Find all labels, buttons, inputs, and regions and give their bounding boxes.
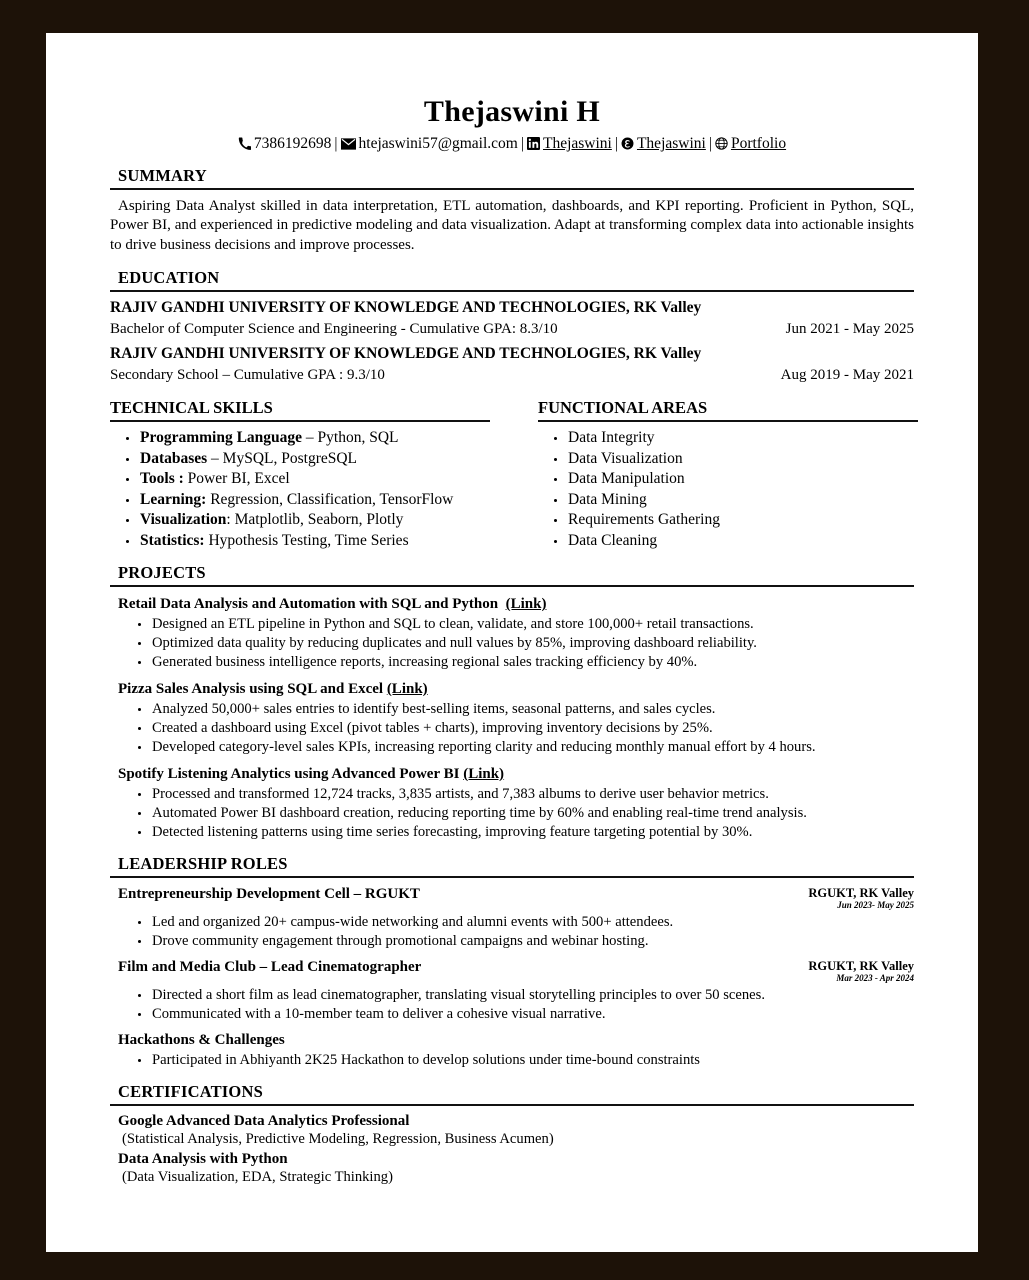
skill-label: Programming Language	[140, 428, 303, 446]
section-heading-leadership: LEADERSHIP ROLES	[118, 853, 288, 873]
leadership-entry	[110, 959, 914, 1024]
list-item	[140, 531, 490, 551]
project-title: Pizza Sales Analysis using SQL and Excel	[118, 680, 384, 697]
list-item: Automated Power BI dashboard creation, reducing reporting time by 60% and enabling real-time trend analysis.	[152, 804, 914, 823]
portfolio-link[interactable]: Portfolio	[730, 135, 787, 152]
contact-line	[110, 135, 914, 154]
list-item: Detected listening patterns using time series forecasting, improving feature targeting potential by 30%.	[152, 823, 914, 842]
leadership-entry	[110, 1032, 914, 1070]
list-item: Communicated with a 10-member team to deliver a cohesive visual narrative.	[152, 1005, 914, 1024]
phone-icon	[238, 137, 251, 150]
leadership-header	[110, 1032, 914, 1049]
project-entry	[110, 596, 914, 672]
skill-value: Regression, Classification, TensorFlow	[206, 490, 454, 508]
leadership-dates: Jun 2023- May 2025	[837, 900, 914, 911]
skill-label: Databases	[140, 449, 208, 467]
section-rule-projects	[110, 585, 914, 587]
contact-separator-3: |	[614, 135, 618, 152]
list-item: Data Manipulation	[568, 469, 918, 489]
skill-label: Statistics:	[140, 531, 205, 549]
leadership-bullets	[110, 913, 914, 951]
section-heading-technical-skills: TECHNICAL SKILLS	[110, 397, 273, 417]
section-heading-certifications: CERTIFICATIONS	[118, 1081, 263, 1101]
list-item: Data Cleaning	[568, 531, 918, 551]
education-entry	[110, 345, 914, 384]
geeksforgeeks-icon	[621, 137, 634, 150]
list-item: Generated business intelligence reports, increasing regional sales tracking efficiency by 40%.	[152, 653, 914, 672]
resume-page	[46, 33, 978, 1252]
list-item: Requirements Gathering	[568, 510, 918, 530]
list-item: Processed and transformed 12,724 tracks, 3,835 artists, and 7,383 albums to derive user behavior metrics.	[152, 785, 914, 804]
list-item: Participated in Abhiyanth 2K25 Hackathon to develop solutions under time-bound constraints	[152, 1051, 914, 1070]
linkedin-icon	[527, 137, 540, 150]
leadership-bullets	[110, 1051, 914, 1070]
section-heading-projects: PROJECTS	[118, 563, 206, 583]
certification-entry	[110, 1151, 914, 1186]
education-detail-row	[110, 321, 914, 338]
section-rule-education	[110, 290, 914, 292]
leadership-header	[110, 959, 914, 984]
list-item: Designed an ETL pipeline in Python and SQL to clean, validate, and store 100,000+ retail transactions.	[152, 615, 914, 634]
section-rule-leadership	[110, 876, 914, 878]
section-heading-functional-areas: FUNCTIONAL AREAS	[538, 397, 708, 417]
leadership-title: Entrepreneurship Development Cell – RGUKT	[118, 885, 420, 902]
contact-separator-1: |	[334, 135, 338, 152]
list-item	[140, 428, 490, 448]
list-item	[140, 449, 490, 469]
education-entry	[110, 299, 914, 338]
leadership-entry	[110, 886, 914, 951]
geeksforgeeks-link[interactable]: Thejaswini	[636, 135, 706, 152]
project-title-row	[110, 766, 914, 783]
page-title: Thejaswini H	[423, 95, 601, 128]
section-rule-certifications	[110, 1104, 914, 1106]
education-dates: Aug 2019 - May 2021	[780, 366, 914, 383]
leadership-meta	[794, 959, 914, 984]
section-rule-technical-skills	[110, 420, 490, 422]
list-item: Led and organized 20+ campus-wide networking and alumni events with 500+ attendees.	[152, 913, 914, 932]
list-item: Directed a short film as lead cinematographer, translating visual storytelling principles to over 50 scenes.	[152, 986, 914, 1005]
contact-separator-2: |	[520, 135, 524, 152]
section-heading-education: EDUCATION	[118, 267, 220, 287]
project-link[interactable]: (Link)	[505, 596, 547, 613]
project-link[interactable]: (Link)	[386, 680, 428, 697]
skill-label: Tools :	[140, 470, 184, 488]
education-school: RAJIV GANDHI UNIVERSITY OF KNOWLEDGE AND TECHNOLOGIES, RK Valley	[110, 344, 702, 362]
list-item: Data Visualization	[568, 449, 918, 469]
envelope-icon	[341, 138, 356, 150]
contact-separator-4: |	[708, 135, 712, 152]
skill-label: Visualization	[140, 511, 227, 529]
leadership-bullets	[110, 986, 914, 1024]
globe-icon	[715, 137, 728, 150]
skill-value: – Python, SQL	[302, 428, 399, 446]
project-entry	[110, 766, 914, 842]
education-school: RAJIV GANDHI UNIVERSITY OF KNOWLEDGE AND TECHNOLOGIES, RK Valley	[110, 298, 702, 316]
functional-areas-list	[538, 428, 918, 550]
certification-detail: (Data Visualization, EDA, Strategic Thinking)	[122, 1168, 393, 1185]
project-entry	[110, 681, 914, 757]
project-bullets	[110, 785, 914, 842]
functional-areas-column	[538, 398, 918, 551]
education-dates: Jun 2021 - May 2025	[785, 320, 914, 337]
list-item	[140, 469, 490, 489]
leadership-org: RGUKT, RK Valley	[808, 958, 914, 973]
list-item: Analyzed 50,000+ sales entries to identify best-selling items, seasonal patterns, and sales cycles.	[152, 700, 914, 719]
leadership-title: Film and Media Club – Lead Cinematographer	[118, 958, 422, 975]
leadership-org: RGUKT, RK Valley	[808, 885, 914, 900]
technical-skills-list	[110, 428, 490, 550]
section-heading-summary: SUMMARY	[118, 165, 207, 185]
leadership-meta	[794, 886, 914, 911]
list-item: Optimized data quality by reducing duplicates and null values by 85%, improving dashboard reliability.	[152, 634, 914, 653]
project-title: Spotify Listening Analytics using Advanced Power BI	[118, 765, 460, 782]
email-address: htejaswini57@gmail.com	[358, 135, 518, 152]
skill-label: Learning:	[140, 490, 207, 508]
list-item: Created a dashboard using Excel (pivot tables + charts), improving inventory decisions by 25%.	[152, 719, 914, 738]
skill-value: – MySQL, PostgreSQL	[207, 449, 358, 467]
phone-number: 7386192698	[253, 135, 332, 152]
certification-detail: (Statistical Analysis, Predictive Modeling, Regression, Business Acumen)	[122, 1130, 554, 1147]
certification-title: Google Advanced Data Analytics Professional	[118, 1112, 410, 1129]
linkedin-link[interactable]: Thejaswini	[542, 135, 612, 152]
certification-entry	[110, 1113, 914, 1148]
certification-title: Data Analysis with Python	[118, 1150, 288, 1167]
list-item	[140, 510, 490, 530]
leadership-dates: Mar 2023 - Apr 2024	[836, 973, 914, 984]
project-title-row	[110, 596, 914, 613]
list-item: Drove community engagement through promotional campaigns and webinar hosting.	[152, 932, 914, 951]
section-rule-summary	[110, 188, 914, 190]
project-bullets	[110, 700, 914, 757]
project-title: Retail Data Analysis and Automation with SQL and Python	[118, 596, 499, 613]
education-degree: Bachelor of Computer Science and Engineering - Cumulative GPA: 8.3/10	[110, 320, 558, 337]
project-bullets	[110, 615, 914, 672]
leadership-title: Hackathons & Challenges	[118, 1032, 285, 1049]
skills-columns	[110, 398, 914, 551]
project-title-row	[110, 681, 914, 698]
summary-text: Aspiring Data Analyst skilled in data interpretation, ETL automation, dashboards, and KPI reporting. Proficient in Python, SQL, Power BI, and experienced in predictive modeling and data visualization. Adapt at transforming complex data into actionable insights to drive business decisions and improve processes.	[110, 197, 914, 254]
list-item: Developed category-level sales KPIs, increasing reporting clarity and reducing monthly manual effort by 4 hours.	[152, 738, 914, 757]
project-link[interactable]: (Link)	[463, 765, 505, 782]
skill-value: : Matplotlib, Seaborn, Plotly	[226, 511, 404, 529]
education-detail-row	[110, 367, 914, 384]
education-degree: Secondary School – Cumulative GPA : 9.3/10	[110, 366, 385, 383]
section-rule-functional-areas	[538, 420, 918, 422]
skill-value: Hypothesis Testing, Time Series	[204, 531, 409, 549]
list-item	[140, 490, 490, 510]
leadership-header	[110, 886, 914, 911]
list-item: Data Mining	[568, 490, 918, 510]
skill-value: Power BI, Excel	[183, 470, 290, 488]
technical-skills-column	[110, 398, 490, 551]
list-item: Data Integrity	[568, 428, 918, 448]
